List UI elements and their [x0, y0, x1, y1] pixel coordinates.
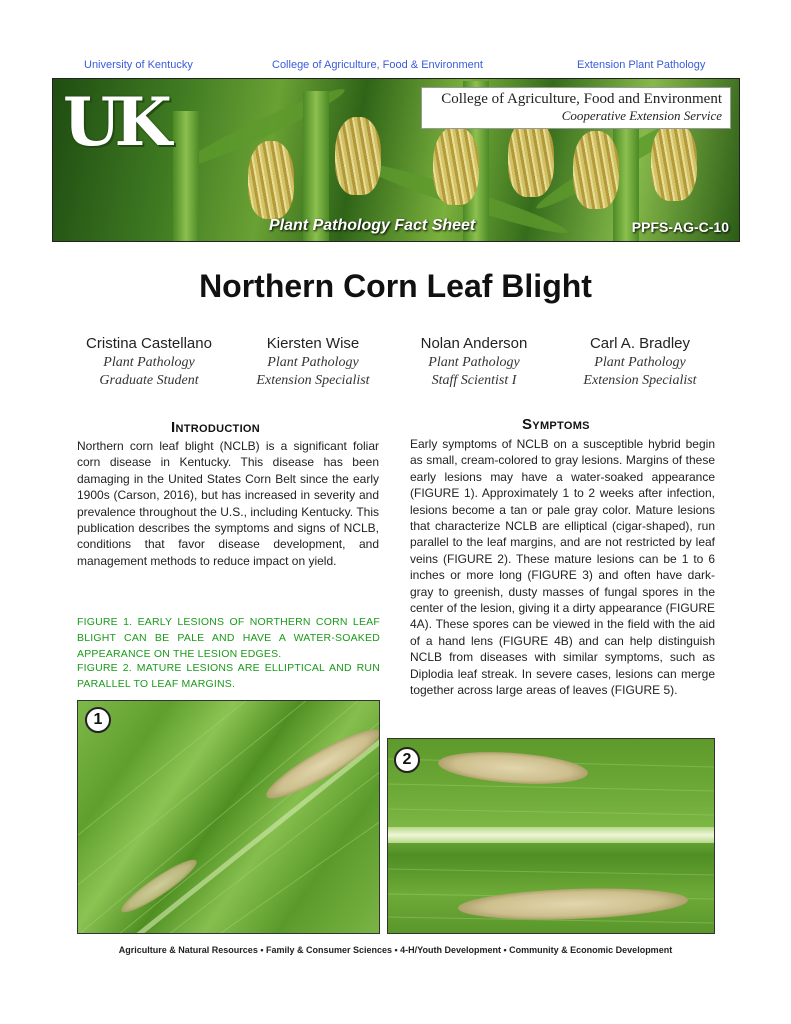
publication-code: PPFS-AG-C-10 — [631, 219, 729, 235]
figure-number-badge: 2 — [394, 747, 420, 773]
introduction-text: Northern corn leaf blight (NCLB) is a significant foliar corn disease in Kentucky. This disease has been damaging in the United States Corn Belt since the early 1900s (Carson, 2016), but has increased in severity and prevalence throughout the U.S., including Kentucky. This publication describes the symptoms and signs of NCLB, conditions that favor disease development, and management methods to reduce impact on yield. — [77, 439, 379, 568]
link-extension-plant-pathology[interactable]: Extension Plant Pathology — [577, 59, 706, 71]
series-label: Plant Pathology Fact Sheet — [269, 217, 476, 234]
caption-label: FIGURE 2. — [77, 662, 132, 674]
symptoms-text: Early symptoms of NCLB on a susceptible hybrid begin as small, cream-colored to gray lesions. Margins of these early lesions may have a water-soaked appearance (FIGURE 1). Approximately 1 to 2 weeks after infection, lesions become a tan or pale gray color. Mature lesions that characterize NCLB are elliptical (cigar-shaped), run parallel to the leaf margins, and are not restricted by leaf veins (FIGURE 2). These mature lesions can be 1 to 6 inches or more long (FIGURE 3) and often have dark-gray to greenish, dusty masses of fungal spores in the center of the lesion, giving it a dirty appearance (FIGURE 4A). These spores can be viewed in the field with the aid of a hand lens (FIGURE 4B) and can help distinguish NCLB from diseases with similar symptoms, such as Diplodia leaf streak. In severe cases, lesions can merge together across large areas of leaves (FIGURE 5). — [410, 437, 715, 698]
author-name: Carl A. Bradley — [589, 335, 691, 352]
author-name: Nolan Anderson — [420, 335, 528, 352]
service-name: Cooperative Extension Service — [561, 108, 722, 123]
author-dept: Plant Pathology — [428, 355, 520, 370]
symptoms-heading: Symptoms — [522, 416, 590, 433]
author-dept: Plant Pathology — [103, 355, 195, 370]
page-title: Northern Corn Leaf Blight — [199, 268, 592, 304]
caption-text: EARLY LESIONS OF NORTHERN CORN LEAF BLIGHT CAN BE PALE AND HAVE A WATER-SOAKED APPEARANCE ON THE LESION EDGES. — [77, 616, 380, 660]
link-college-of-agriculture[interactable]: College of Agriculture, Food & Environment — [272, 59, 483, 71]
author-name: Cristina Castellano — [86, 335, 212, 352]
college-name: College of Agriculture, Food and Environment — [441, 91, 722, 107]
author-role: Extension Specialist — [256, 373, 370, 388]
author-role: Graduate Student — [99, 373, 199, 388]
author-block — [64, 334, 234, 390]
author-block — [389, 334, 559, 390]
figure-2-photo — [387, 738, 715, 934]
caption-label: FIGURE 1. — [77, 616, 133, 628]
author-dept: Plant Pathology — [267, 355, 359, 370]
author-block — [555, 334, 725, 390]
author-block — [228, 334, 398, 390]
link-university-of-kentucky[interactable]: University of Kentucky — [84, 59, 193, 71]
figure-number-badge: 1 — [85, 707, 111, 733]
author-role: Extension Specialist — [583, 373, 697, 388]
caption-text: MATURE LESIONS ARE ELLIPTICAL AND RUN PARALLEL TO LEAF MARGINS. — [77, 662, 380, 690]
college-name-box — [421, 87, 731, 129]
footer-program-areas: Agriculture & Natural Resources • Family & Consumer Sciences • 4-H/Youth Development • Community & Economic Development — [118, 945, 673, 955]
author-name: Kiersten Wise — [266, 335, 360, 352]
figure-1-caption — [77, 614, 380, 662]
leaf-midrib — [388, 827, 715, 843]
figure-1-photo — [77, 700, 380, 934]
top-links — [0, 59, 791, 75]
leaf-veins — [78, 701, 380, 934]
author-role: Staff Scientist I — [431, 373, 517, 388]
uk-logo: UK — [63, 83, 166, 161]
figure-2-caption — [77, 660, 380, 692]
header-banner — [52, 78, 740, 242]
introduction-heading: Introduction — [171, 419, 261, 436]
author-dept: Plant Pathology — [594, 355, 686, 370]
